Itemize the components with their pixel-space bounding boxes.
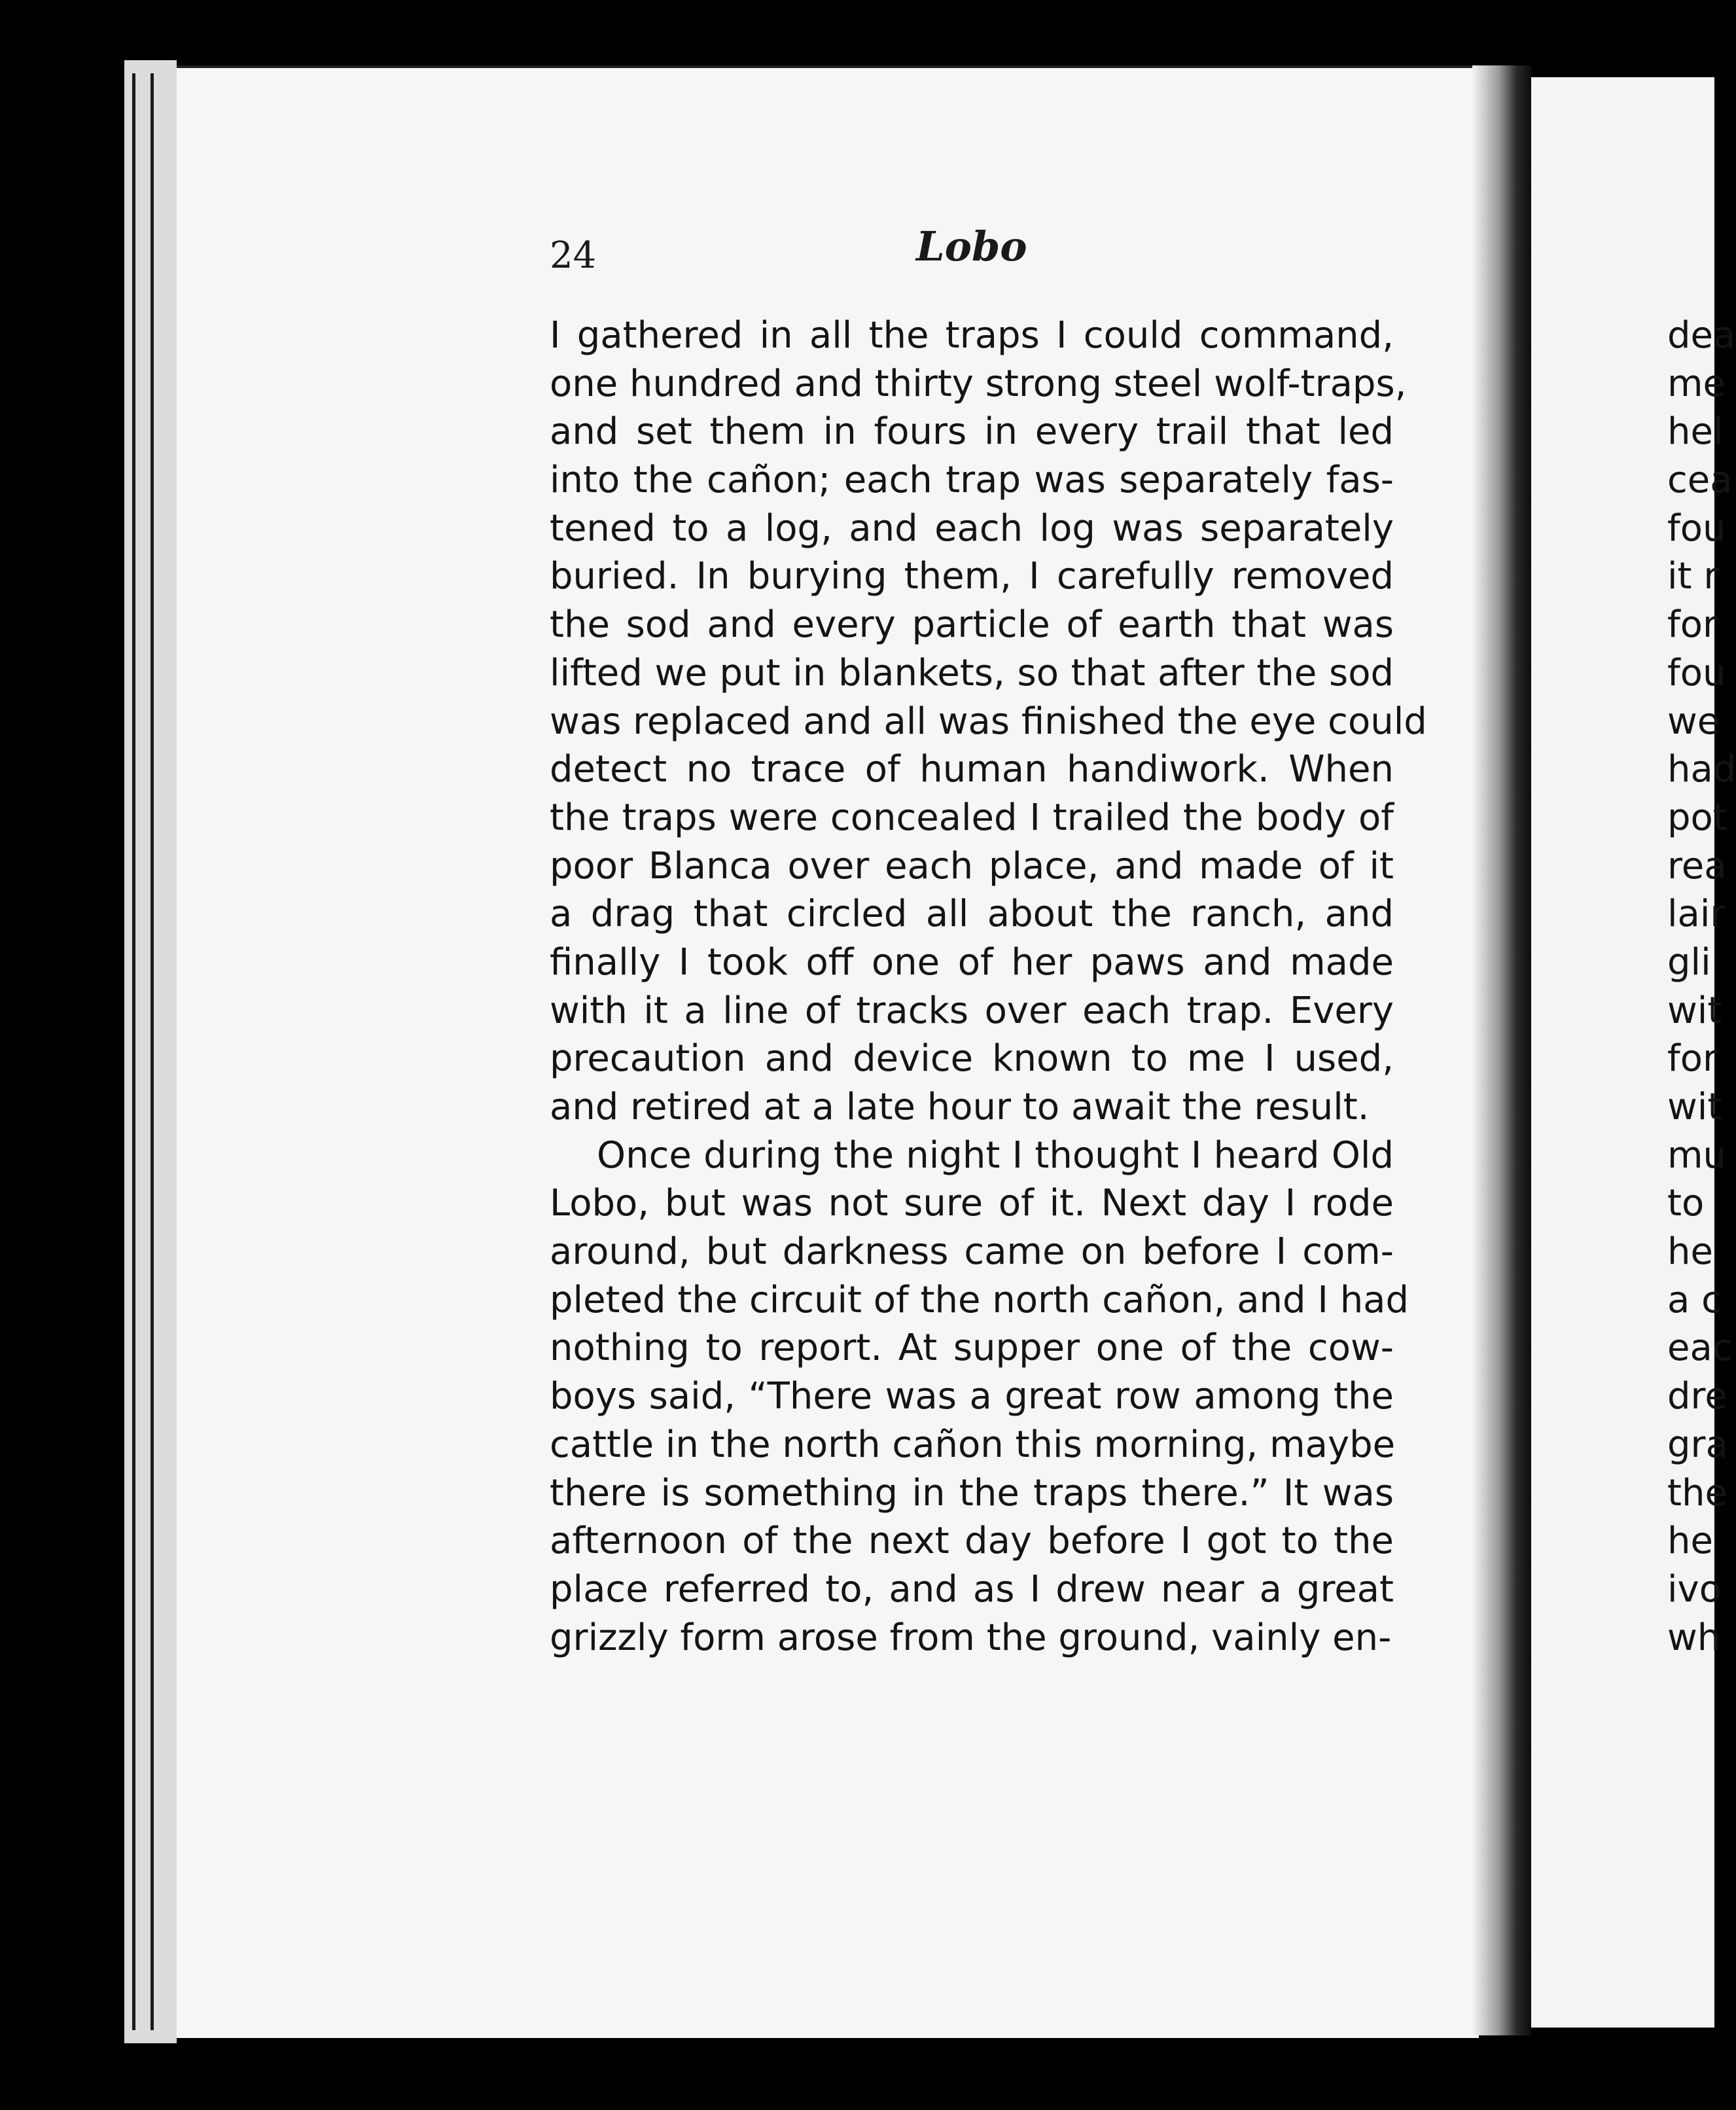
right-page-fragment: dre	[1667, 1375, 1727, 1418]
right-page-fragment: gli	[1667, 940, 1711, 984]
text-line: a drag that circled all about the ranch, and	[550, 893, 1394, 936]
right-page-fragment: fou	[1667, 651, 1726, 694]
text-line: cattle in the north cañon this morning, maybe	[550, 1423, 1396, 1466]
right-page-fragment: to	[1667, 1182, 1705, 1225]
right-page-fragment: had	[1667, 748, 1736, 791]
running-title: Lobo	[916, 223, 1027, 270]
right-page-fragment: it r	[1667, 555, 1719, 598]
right-page-fragment: ivo	[1667, 1567, 1722, 1611]
text-line: afternoon of the next day before I got to the	[550, 1520, 1394, 1563]
right-page-fragment: the	[1667, 1471, 1727, 1514]
edge-line	[151, 73, 154, 2030]
right-page-fragment: hel	[1667, 410, 1724, 454]
right-page-fragment: for	[1667, 1037, 1718, 1081]
text-line: there is something in the traps there.” It was	[550, 1471, 1394, 1514]
gutter-shadow	[1472, 65, 1531, 2035]
text-line: detect no trace of human handiwork. When	[550, 748, 1394, 791]
right-page-fragment: he	[1667, 1520, 1713, 1563]
text-line: into the cañon; each trap was separately fas-	[550, 459, 1394, 502]
text-line: precaution and device known to me I used,	[550, 1037, 1394, 1081]
text-line: and retired at a late hour to await the result.	[550, 1086, 1370, 1128]
page-number: 24	[550, 234, 597, 277]
text-line: around, but darkness came on before I com-	[550, 1230, 1394, 1274]
text-line: the traps were concealed I trailed the body of	[550, 796, 1394, 839]
text-line: I gathered in all the traps I could command,	[550, 314, 1394, 357]
text-line: one hundred and thirty strong steel wolf-traps,	[550, 362, 1407, 405]
text-line: boys said, “There was a great row among the	[550, 1375, 1394, 1418]
text-line: Once during the night I thought I heard Old	[597, 1134, 1394, 1177]
right-page-fragment: rea	[1667, 844, 1727, 887]
right-page-fragment: dea	[1667, 314, 1736, 357]
text-line: place referred to, and as I drew near a great	[550, 1567, 1394, 1611]
text-line: poor Blanca over each place, and made of it	[550, 844, 1394, 887]
right-page-fragment: cea	[1667, 459, 1733, 502]
text-line: lifted we put in blankets, so that after the sod	[550, 651, 1394, 694]
right-page-fragment: me	[1667, 362, 1726, 405]
right-page-text	[1667, 312, 1736, 1662]
text-line: pleted the circuit of the north cañon, and I had	[550, 1278, 1409, 1321]
right-page-fragment: fou	[1667, 507, 1726, 550]
right-page-fragment: for	[1667, 603, 1718, 647]
text-line: finally I took off one of her paws and made	[550, 940, 1394, 984]
right-page-fragment: a c	[1667, 1278, 1722, 1321]
text-line: grizzly form arose from the ground, vainly en-	[550, 1616, 1392, 1659]
right-page-fragment: mu	[1667, 1134, 1727, 1177]
running-head	[550, 223, 1394, 295]
text-line: the sod and every particle of earth that was	[550, 603, 1394, 647]
right-page-fragment: gra	[1667, 1423, 1728, 1466]
body-text	[550, 312, 1427, 1662]
right-page-fragment: we	[1667, 700, 1720, 743]
text-line: was replaced and all was finished the eye could	[550, 700, 1427, 743]
right-page-fragment: wh	[1667, 1616, 1721, 1659]
right-page-fragment: lair	[1667, 893, 1726, 936]
right-page-fragment: wit	[1667, 989, 1722, 1032]
text-line: Lobo, but was not sure of it. Next day I rode	[550, 1182, 1394, 1225]
text-line: nothing to report. At supper one of the cow-	[550, 1327, 1394, 1370]
text-line: buried. In burying them, I carefully removed	[550, 555, 1394, 598]
right-page-fragment: pot	[1667, 796, 1727, 839]
text-line: with it a line of tracks over each trap. Every	[550, 989, 1394, 1032]
right-page-fragment: wit	[1667, 1086, 1722, 1128]
right-page-fragment: he	[1667, 1230, 1713, 1274]
right-page-fragment: eac	[1667, 1327, 1733, 1370]
edge-line	[132, 73, 135, 2030]
book-edge	[124, 60, 177, 2043]
text-line: and set them in fours in every trail that led	[550, 410, 1394, 454]
text-line: tened to a log, and each log was separately	[550, 507, 1394, 550]
